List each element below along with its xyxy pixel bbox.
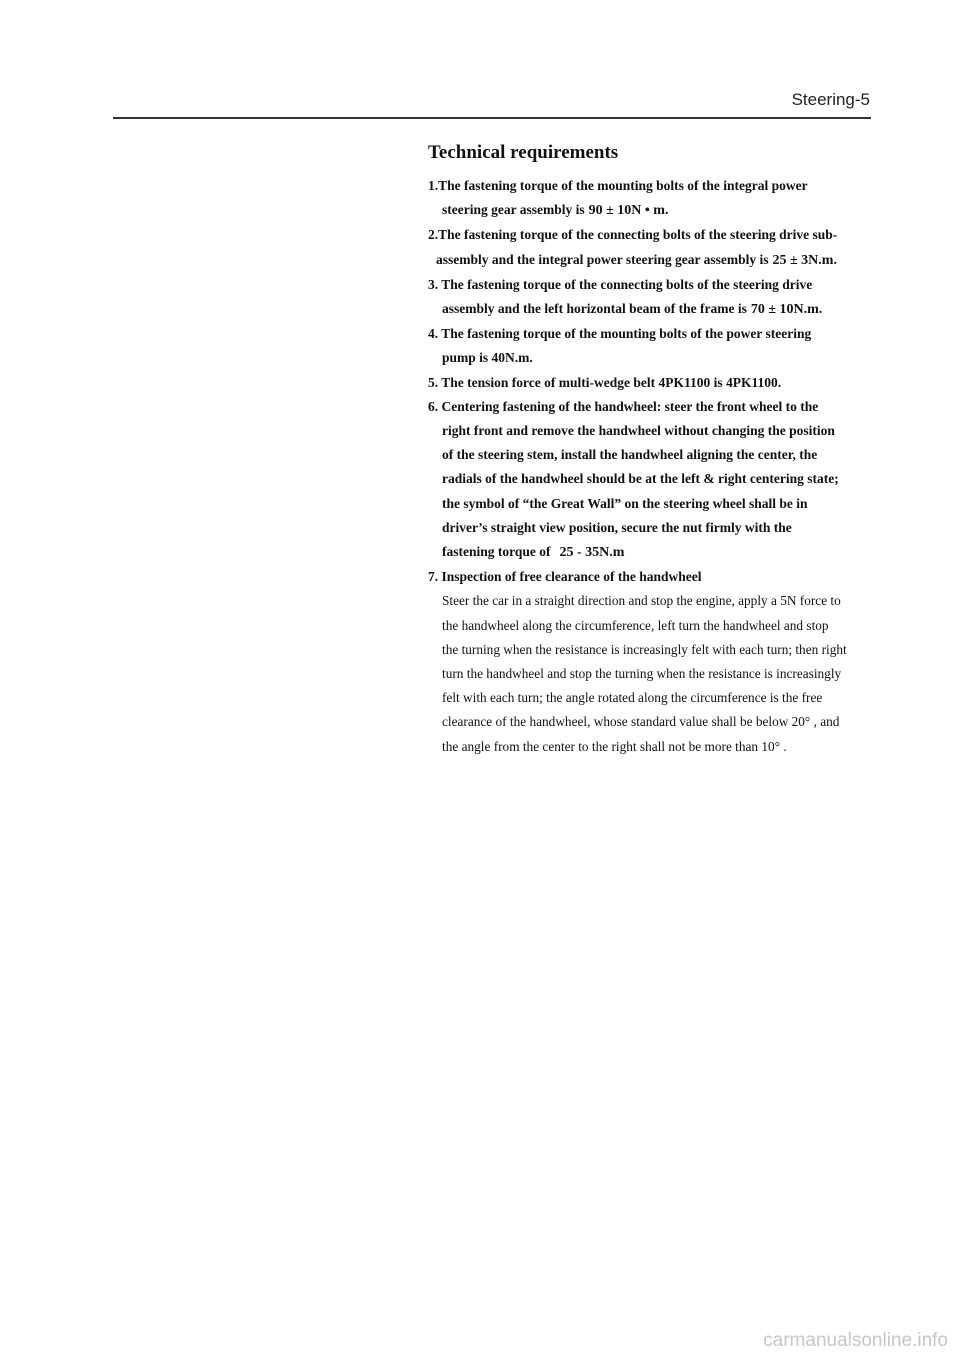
requirement-4 [428,322,878,370]
requirement-line: right front and remove the handwheel without changing the position [442,423,835,439]
torque-value: 70 ± 10N.m. [750,302,823,318]
requirement-text: assembly and the left horizontal beam of the frame is [442,301,747,317]
requirement-line: the symbol of “the Great Wall” on the steering wheel shall be in [442,495,808,511]
requirement-line [428,540,878,565]
requirement-line [428,198,878,223]
requirement-2 [428,223,878,272]
body-line: Steer the car in a straight direction and stop the engine, apply a 5N force to [442,593,841,609]
requirement-line: driver’s straight view position, secure the nut firmly with the [442,519,792,535]
body-line: the angle from the center to the right shall not be more than 10° . [442,738,787,754]
body-line: clearance of the handwheel, whose standard value shall be below 20° , and [442,714,840,730]
torque-value: 25 ± 3N.m. [772,252,837,268]
requirement-line: radials of the handwheel should be at the left & right centering state; [442,471,839,487]
requirement-1 [428,174,878,223]
requirement-line [428,297,878,322]
watermark: carmanualsonline.info [763,1330,948,1351]
requirement-line: 2.The fastening torque of the connecting bolts of the steering drive sub- [428,227,838,243]
body-line: turn the handwheel and stop the turning when the resistance is increasingly [442,666,842,682]
header-divider [113,117,871,119]
requirement-text: assembly and the integral power steering gear assembly is [436,251,769,267]
body-line: felt with each turn; the angle rotated along the circumference is the free [442,690,823,706]
body-line: the turning when the resistance is increasingly felt with each turn; then right [442,641,847,657]
requirement-text: fastening torque of [442,544,551,560]
technical-requirements [428,141,878,759]
requirement-5 [428,371,878,395]
requirement-line: pump is 40N.m. [442,350,533,366]
requirement-text: steering gear assembly is [442,202,585,218]
requirement-7-body [428,589,878,758]
requirement-heading: 7. Inspection of free clearance of the handwheel [428,569,702,585]
requirement-6 [428,395,878,565]
body-line: the handwheel along the circumference, left turn the handwheel and stop [442,617,829,633]
requirement-line: 6. Centering fastening of the handwheel: steer the front wheel to the [428,398,819,414]
torque-value: 90 ± 10N • m. [588,203,669,219]
requirement-7 [428,565,878,589]
requirement-line [428,248,878,273]
page-section-label: Steering-5 [791,90,870,109]
requirement-line: 3. The fastening torque of the connecting bolts of the steering drive [428,276,813,292]
requirement-line: of the steering stem, install the handwheel aligning the center, the [442,447,818,463]
requirement-line: 1.The fastening torque of the mounting bolts of the integral power [428,178,808,193]
section-title: Technical requirements [428,142,619,163]
torque-value: 25 - 35N.m [559,545,625,561]
requirement-3 [428,273,878,322]
requirement-line: 4. The fastening torque of the mounting bolts of the power steering [428,326,812,342]
requirement-line: 5. The tension force of multi-wedge belt 4PK1100 is 4PK1100. [428,374,782,390]
